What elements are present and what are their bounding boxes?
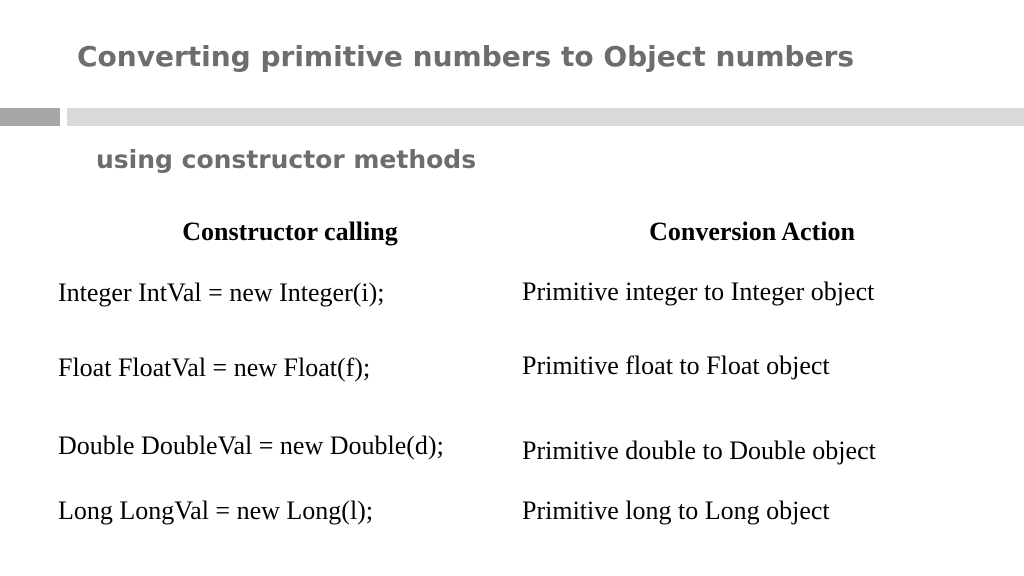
table-row-action: Primitive double to Double object (522, 436, 876, 465)
title-rule-accent (0, 108, 60, 126)
column-header-constructor: Constructor calling (182, 217, 398, 246)
slide-subtitle: using constructor methods (96, 145, 477, 174)
table-row-code: Long LongVal = new Long(l); (58, 496, 374, 525)
title-rule-bar (67, 108, 1024, 126)
table-row-action: Primitive float to Float object (522, 351, 830, 380)
table-row-code: Float FloatVal = new Float(f); (58, 353, 371, 382)
table-row-code: Integer IntVal = new Integer(i); (58, 278, 385, 307)
table-row-action: Primitive integer to Integer object (522, 277, 875, 306)
table-row-action: Primitive long to Long object (522, 496, 830, 525)
column-header-action: Conversion Action (649, 217, 855, 246)
table-row-code: Double DoubleVal = new Double(d); (58, 431, 444, 460)
slide-title: Converting primitive numbers to Object numbers (77, 40, 855, 73)
